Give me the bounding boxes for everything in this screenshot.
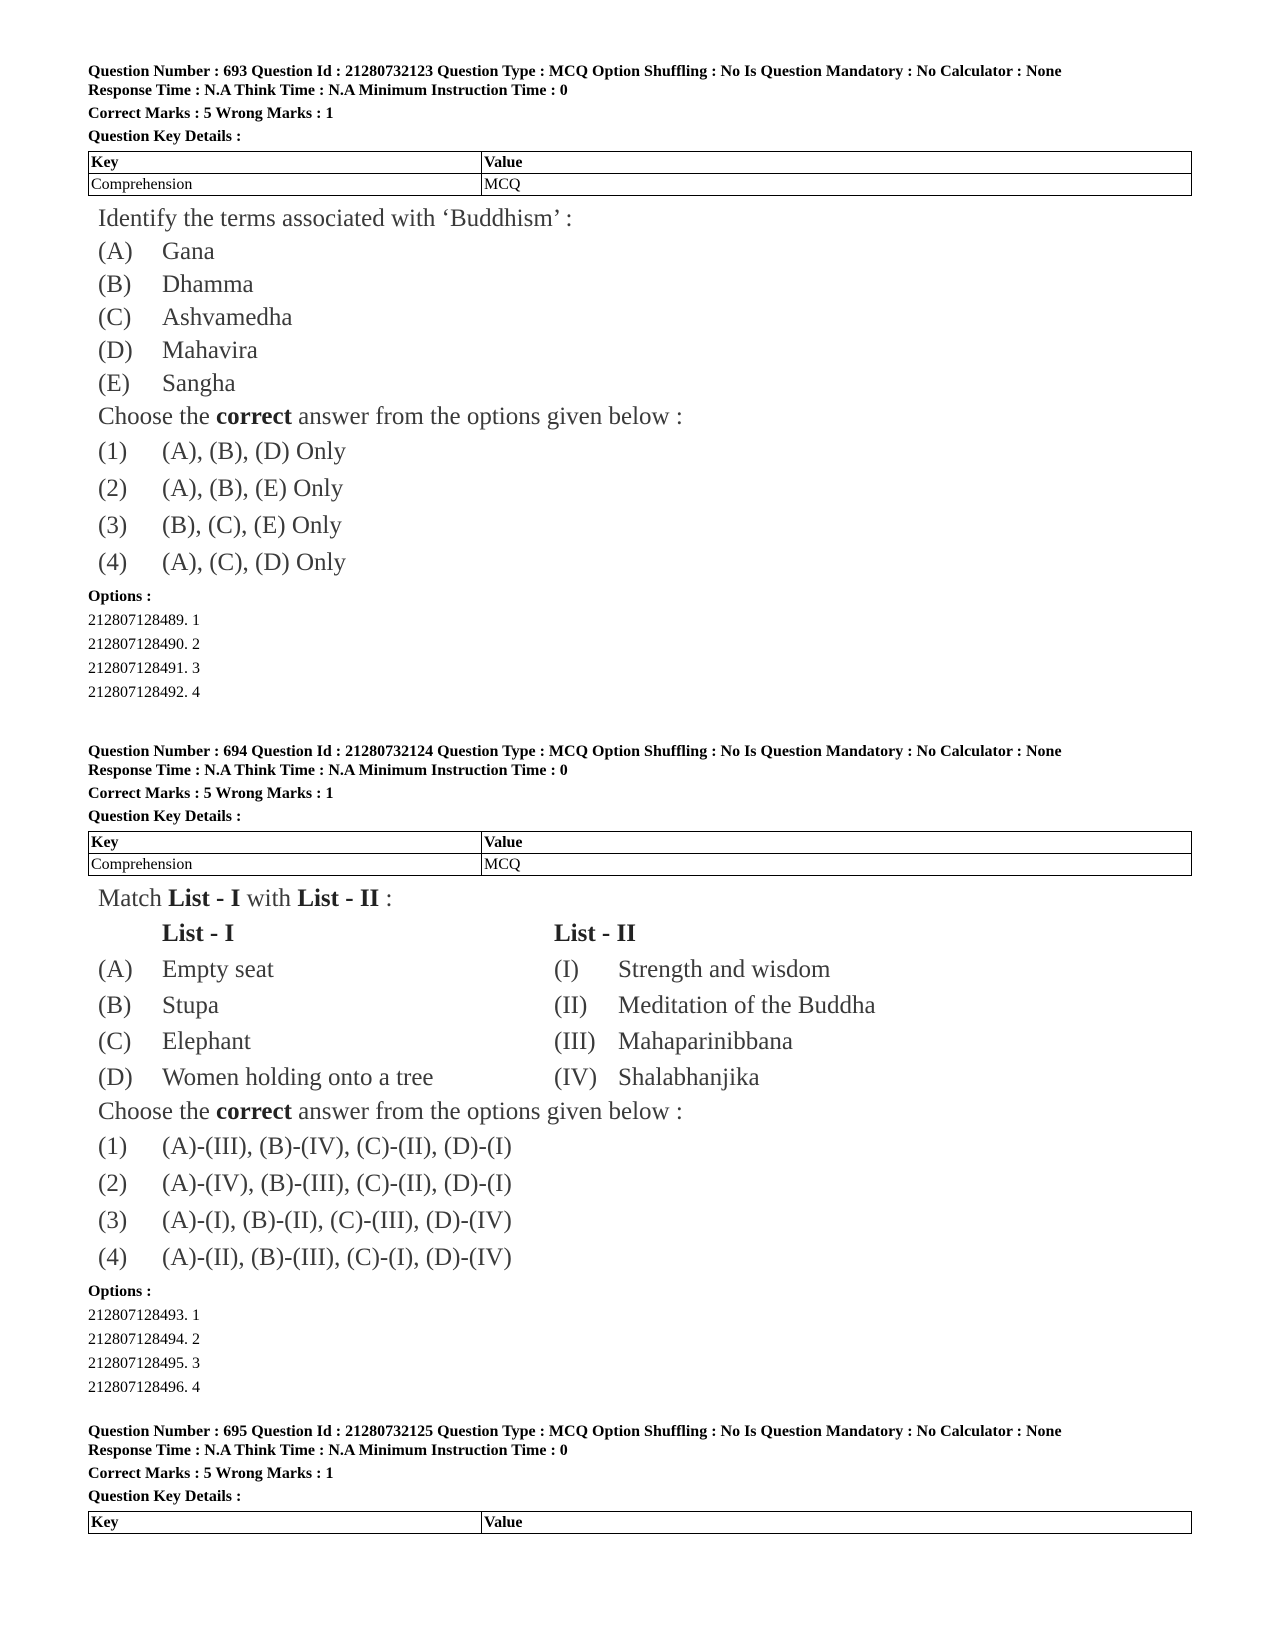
stem-text: with (240, 885, 298, 912)
choice-text: (A), (C), (D) Only (162, 549, 346, 576)
option-item: 212807128493. 1 (88, 1307, 200, 1324)
match-pair-row (88, 1059, 1192, 1095)
item-label: (E) (98, 370, 130, 397)
stem-bold: List - I (168, 885, 241, 912)
options-list (88, 585, 1192, 705)
options-label: Options : (88, 588, 152, 605)
choice-label: (3) (98, 512, 128, 539)
item-text: Gana (162, 238, 215, 265)
option-item: 212807128496. 4 (88, 1379, 200, 1396)
list-1-label: (A) (98, 955, 133, 983)
choice-text: (A)-(III), (B)-(IV), (C)-(II), (D)-(I) (162, 1133, 512, 1160)
question-body-image (88, 882, 1192, 1276)
list-1-label: (D) (98, 1063, 133, 1091)
choice-label: (4) (98, 549, 128, 576)
choice-text: (A), (B), (E) Only (162, 475, 344, 502)
choice-row (88, 1239, 1192, 1276)
choose-instruction (88, 400, 1192, 433)
question-693 (88, 62, 1192, 705)
item-label: (A) (98, 238, 133, 265)
question-stem: Identify the terms associated with ‘Buddhism’ : (98, 205, 573, 232)
key-cell: Comprehension (89, 854, 482, 876)
list-1-label: (C) (98, 1027, 132, 1055)
list-1-label: (B) (98, 991, 132, 1019)
option-item: 212807128495. 3 (88, 1355, 200, 1372)
key-details-label: Question Key Details : (88, 808, 242, 825)
choice-row (88, 1128, 1192, 1165)
question-header (88, 62, 1192, 146)
value-header-cell: Value (482, 1512, 1192, 1534)
choose-instruction (88, 1095, 1192, 1128)
timing-line: Response Time : N.A Think Time : N.A Minimum Instruction Time : 0 (88, 762, 568, 779)
item-row (88, 268, 1192, 301)
option-item: 212807128490. 2 (88, 636, 200, 653)
choice-row (88, 544, 1192, 581)
timing-line: Response Time : N.A Think Time : N.A Minimum Instruction Time : 0 (88, 82, 568, 99)
choice-text: (B), (C), (E) Only (162, 512, 342, 539)
stem-bold: List - II (297, 885, 380, 912)
item-row (88, 235, 1192, 268)
question-694 (88, 742, 1192, 1400)
question-body-image (88, 202, 1192, 581)
question-meta-line: Question Number : 695 Question Id : 21280732125 Question Type : MCQ Option Shuffling : No Is Question Mandatory : No Calculator : None (88, 1423, 1062, 1440)
list-1-text: Elephant (162, 1027, 251, 1055)
key-header-cell: Key (89, 832, 482, 854)
key-details-label: Question Key Details : (88, 1488, 242, 1505)
value-header-cell: Value (482, 832, 1192, 854)
choice-text: (A)-(II), (B)-(III), (C)-(I), (D)-(IV) (162, 1244, 512, 1271)
question-header (88, 1422, 1192, 1506)
list-titles-row (88, 915, 1192, 951)
options-label: Options : (88, 1283, 152, 1300)
item-label: (C) (98, 304, 132, 331)
option-item: 212807128492. 4 (88, 684, 200, 701)
list-2-label: (IV) (554, 1063, 598, 1091)
choice-text: (A), (B), (D) Only (162, 438, 346, 465)
list-2-title: List - II (554, 919, 636, 947)
item-label: (B) (98, 271, 132, 298)
question-695 (88, 1422, 1192, 1534)
question-meta-line: Question Number : 693 Question Id : 21280732123 Question Type : MCQ Option Shuffling : No Is Question Mandatory : No Calculator : None (88, 63, 1062, 80)
item-text: Ashvamedha (162, 304, 293, 331)
list-2-text: Strength and wisdom (618, 955, 831, 983)
choice-label: (1) (98, 1133, 128, 1160)
table-header-row (89, 832, 1192, 854)
instruction-text: answer from the options given below : (291, 1098, 683, 1125)
marks-line: Correct Marks : 5 Wrong Marks : 1 (88, 785, 334, 802)
value-cell: MCQ (482, 174, 1192, 196)
question-stem (88, 882, 1192, 915)
choice-label: (2) (98, 475, 128, 502)
stem-text: : (379, 885, 393, 912)
choice-row (88, 1165, 1192, 1202)
value-cell: MCQ (482, 854, 1192, 876)
option-item: 212807128489. 1 (88, 612, 200, 629)
key-header-cell: Key (89, 1512, 482, 1534)
instruction-text: answer from the options given below : (291, 403, 683, 430)
instruction-text: Choose the (98, 403, 217, 430)
table-row (89, 174, 1192, 196)
key-details-table (88, 831, 1192, 876)
item-text: Sangha (162, 370, 236, 397)
marks-line: Correct Marks : 5 Wrong Marks : 1 (88, 105, 334, 122)
table-row (89, 854, 1192, 876)
list-2-label: (I) (554, 955, 579, 983)
table-header-row (89, 1512, 1192, 1534)
stem-text: Match (98, 885, 169, 912)
item-text: Mahavira (162, 337, 258, 364)
list-2-label: (III) (554, 1027, 596, 1055)
choice-label: (4) (98, 1244, 128, 1271)
item-text: Dhamma (162, 271, 254, 298)
value-header-cell: Value (482, 152, 1192, 174)
choice-row (88, 1202, 1192, 1239)
table-header-row (89, 152, 1192, 174)
choice-text: (A)-(I), (B)-(II), (C)-(III), (D)-(IV) (162, 1207, 512, 1234)
list-2-text: Meditation of the Buddha (618, 991, 876, 1019)
options-list (88, 1280, 1192, 1400)
item-row (88, 301, 1192, 334)
list-1-title: List - I (162, 919, 235, 947)
list-1-text: Empty seat (162, 955, 274, 983)
option-item: 212807128494. 2 (88, 1331, 200, 1348)
match-pair-row (88, 951, 1192, 987)
choice-row (88, 433, 1192, 470)
question-meta-line: Question Number : 694 Question Id : 21280732124 Question Type : MCQ Option Shuffling : No Is Question Mandatory : No Calculator : None (88, 743, 1062, 760)
list-2-text: Shalabhanjika (618, 1063, 760, 1091)
choice-row (88, 470, 1192, 507)
instruction-text: Choose the (98, 1098, 217, 1125)
marks-line: Correct Marks : 5 Wrong Marks : 1 (88, 1465, 334, 1482)
item-row (88, 334, 1192, 367)
choice-label: (1) (98, 438, 128, 465)
choice-text: (A)-(IV), (B)-(III), (C)-(II), (D)-(I) (162, 1170, 512, 1197)
item-label: (D) (98, 337, 133, 364)
item-row (88, 367, 1192, 400)
key-cell: Comprehension (89, 174, 482, 196)
choice-row (88, 507, 1192, 544)
list-2-label: (II) (554, 991, 588, 1019)
timing-line: Response Time : N.A Think Time : N.A Minimum Instruction Time : 0 (88, 1442, 568, 1459)
choice-label: (3) (98, 1207, 128, 1234)
list-1-text: Women holding onto a tree (162, 1063, 434, 1091)
key-details-table (88, 151, 1192, 196)
key-details-table (88, 1511, 1192, 1534)
match-pair-row (88, 1023, 1192, 1059)
list-2-text: Mahaparinibbana (618, 1027, 793, 1055)
key-details-label: Question Key Details : (88, 128, 242, 145)
question-header (88, 742, 1192, 826)
instruction-bold: correct (216, 1098, 292, 1125)
choice-label: (2) (98, 1170, 128, 1197)
key-header-cell: Key (89, 152, 482, 174)
match-pair-row (88, 987, 1192, 1023)
list-1-text: Stupa (162, 991, 219, 1019)
instruction-bold: correct (216, 403, 292, 430)
option-item: 212807128491. 3 (88, 660, 200, 677)
